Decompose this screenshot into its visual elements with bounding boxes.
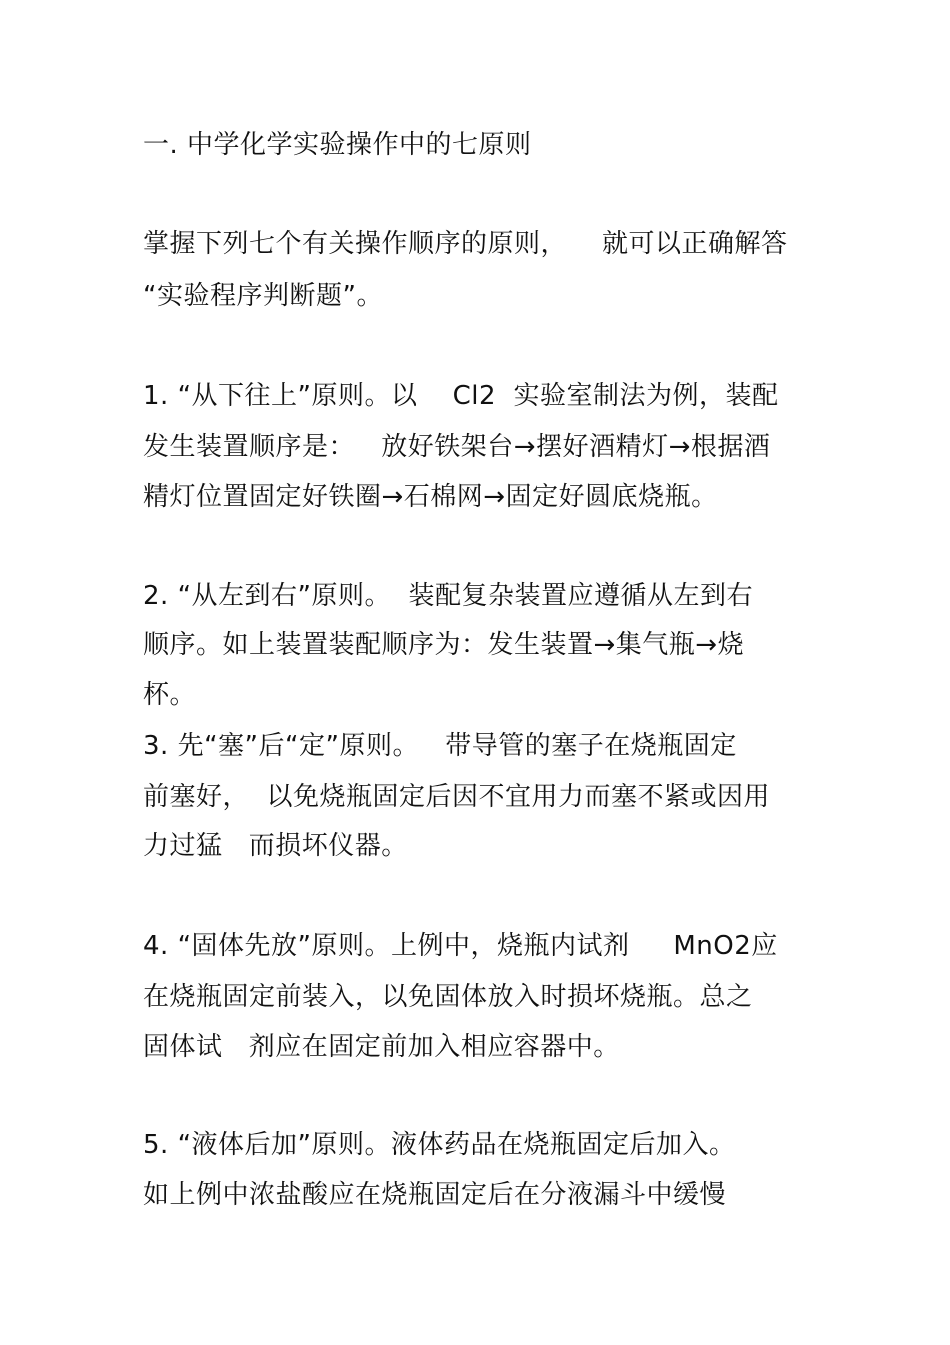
rule2-line-3: 杯。 [143,680,197,710]
rule1-line-3: 精灯位置固定好铁圈→石棉网→固定好圆底烧瓶。 [143,482,718,512]
rule3-line-3: 力过猛 而损坏仪器。 [143,831,408,861]
rule4-line-3: 固体试 剂应在固定前加入相应容器中。 [143,1032,620,1062]
rule4-line-2: 在烧瓶固定前装入，以免固体放入时损坏烧瓶。总之 [143,982,753,1012]
rule3-line-1: 3. 先“塞”后“定”原则。 带导管的塞子在烧瓶固定 [143,731,737,761]
rule4-line-1: 4. “固体先放”原则。上例中，烧瓶内试剂 MnO2应 [143,931,778,961]
intro-line-1: 掌握下列七个有关操作顺序的原则， 就可以正确解答 [143,229,788,259]
intro-line-2: “实验程序判断题”。 [143,281,383,311]
rule3-line-2: 前塞好， 以免烧瓶固定后因不宜用力而塞不紧或因用 [143,782,771,812]
rule2-line-1: 2. “从左到右”原则。 装配复杂装置应遵循从左到右 [143,581,754,611]
rule5-line-2: 如上例中浓盐酸应在烧瓶固定后在分液漏斗中缓慢 [143,1180,727,1210]
rule5-line-1: 5. “液体后加”原则。液体药品在烧瓶固定后加入。 [143,1130,736,1160]
section-heading: 一. 中学化学实验操作中的七原则 [143,130,532,160]
rule1-line-2: 发生装置顺序是： 放好铁架台→摆好酒精灯→根据酒 [143,432,771,462]
rule2-line-2: 顺序。如上装置装配顺序为：发生装置→集气瓶→烧 [143,630,745,660]
rule1-line-1: 1. “从下往上”原则。以 Cl2 实验室制法为例，装配 [143,381,779,411]
